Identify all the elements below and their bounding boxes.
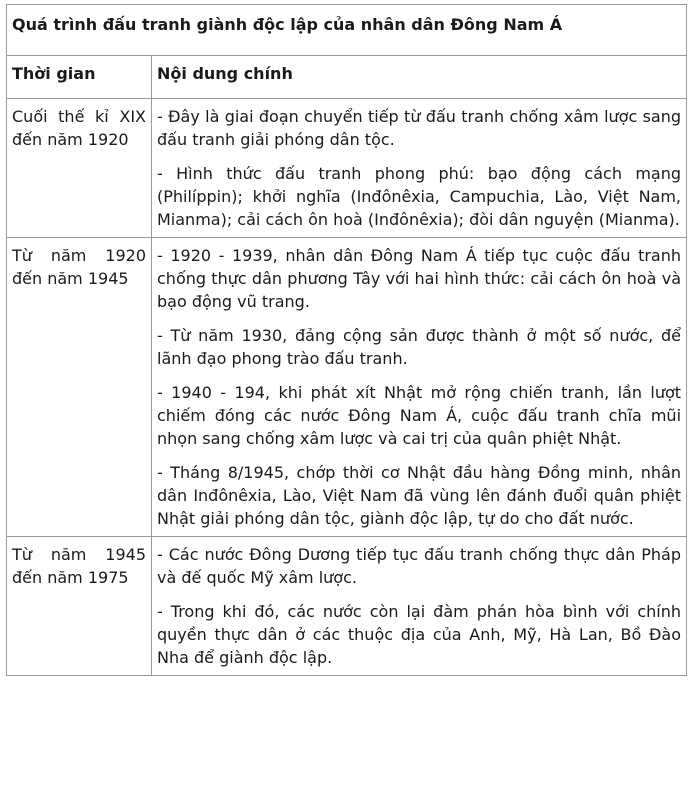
period-cell: Cuối thế kỉ XIX đến năm 1920 [7,99,152,238]
table-title: Quá trình đấu tranh giành độc lập của nhân dân Đông Nam Á [7,5,687,56]
content-item: - Các nước Đông Dương tiếp tục đấu tranh chống thực dân Pháp và đế quốc Mỹ xâm lược. [157,545,682,587]
table-row [7,537,687,676]
content-item: - 1940 - 194, khi phát xít Nhật mở rộng chiến tranh, lần lượt chiếm đóng các nước Đông Nam Á, cuộc đấu tranh chĩa mũi nhọn sang chống xâm lược và cai trị của quân phiệt Nhật. [157,383,682,448]
content-item: - Hình thức đấu tranh phong phú: bạo động cách mạng (Philíppin); khởi nghĩa (Inđônêxia, Campuchia, Lào, Việt Nam, Mianma); cải cách ôn hoà (Inđônêxia); đòi dân nguyện (Mianma). [157,164,682,229]
table-title-row [7,5,687,56]
content-item: - Từ năm 1930, đảng cộng sản được thành ở một số nước, để lãnh đạo phong trào đấu tranh. [157,326,682,368]
content-item: - Tháng 8/1945, chớp thời cơ Nhật đầu hàng Đồng minh, nhân dân Inđônêxia, Lào, Việt Nam đã vùng lên đánh đuổi quân phiệt Nhật giải phóng dân tộc, giành độc lập, tự do cho đất nước. [157,463,682,528]
content-cell [152,99,687,238]
history-table [6,4,687,676]
content-item: - Đây là giai đoạn chuyển tiếp từ đấu tranh chống xâm lược sang đấu tranh giải phóng dân tộc. [157,107,682,149]
content-cell [152,238,687,537]
content-cell [152,537,687,676]
period-cell: Từ năm 1920 đến năm 1945 [7,238,152,537]
table-row [7,238,687,537]
header-time: Thời gian [7,56,152,99]
content-item: - 1920 - 1939, nhân dân Đông Nam Á tiếp tục cuộc đấu tranh chống thực dân phương Tây với hai hình thức: cải cách ôn hoà và bạo động vũ trang. [157,246,682,311]
table-row [7,99,687,238]
content-item: - Trong khi đó, các nước còn lại đàm phán hòa bình với chính quyền thực dân ở các thuộc địa của Anh, Mỹ, Hà Lan, Bồ Đào Nha để giành độc lập. [157,602,682,667]
period-cell: Từ năm 1945 đến năm 1975 [7,537,152,676]
table-header-row [7,56,687,99]
header-content: Nội dung chính [152,56,687,99]
